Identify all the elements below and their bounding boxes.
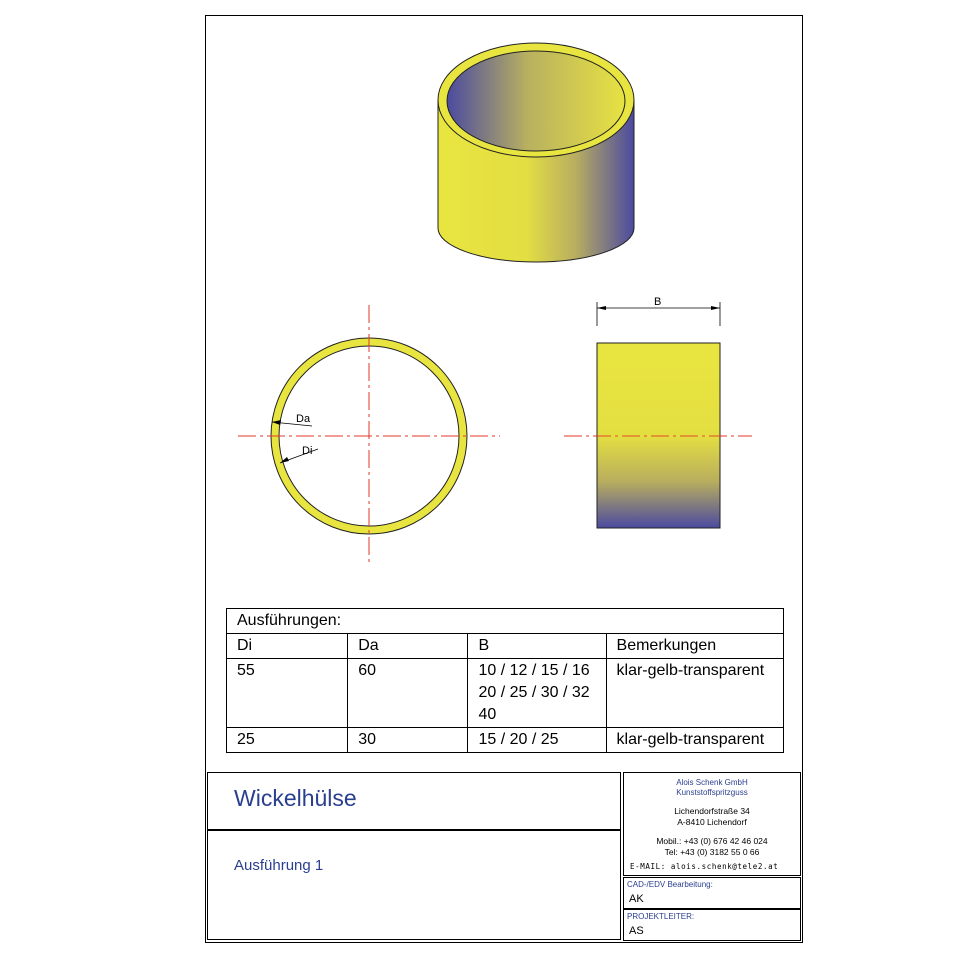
tube-inner-opening [447, 51, 625, 151]
variants-table [226, 608, 784, 753]
company-mobile: Mobil.: +43 (0) 676 42 46 024 [656, 836, 768, 846]
drawing-title: Wickelhülse [234, 785, 357, 811]
b-label: B [654, 296, 662, 308]
cad-value: AK [629, 893, 644, 905]
company-email: E-MAIL: alois.schenk@tele2.at [630, 862, 779, 871]
table-row [227, 728, 784, 753]
cell-b [468, 728, 606, 753]
header-b: B [468, 634, 606, 659]
project-lead-box [623, 909, 801, 941]
header-di: Di [227, 634, 348, 659]
company-info-box [623, 772, 801, 876]
variants-table-title: Ausführungen: [227, 609, 784, 634]
project-lead-value: AS [629, 925, 644, 937]
header-bemerkungen: Bemerkungen [606, 634, 783, 659]
cell-di: 55 [227, 659, 348, 728]
side-view [564, 296, 752, 528]
cell-di: 25 [227, 728, 348, 753]
cell-da: 60 [348, 659, 468, 728]
company-street: Lichendorfstraße 34 [674, 806, 750, 816]
project-lead-label: PROJEKTLEITER: [627, 912, 695, 921]
cell-b-line: 10 / 12 / 15 / 16 [478, 662, 590, 679]
cad-label: CAD-/EDV Bearbeitung: [627, 880, 713, 889]
company-subtitle: Kunststoffspritzguss [676, 788, 748, 797]
cell-note: klar-gelb-transparent [606, 728, 783, 753]
drawing-subtitle: Ausführung 1 [234, 857, 324, 874]
cell-da: 30 [348, 728, 468, 753]
title-block-title-box [207, 772, 621, 830]
cad-field-box [623, 877, 801, 909]
da-label: Da [296, 413, 311, 425]
front-view [238, 305, 500, 565]
company-name: Alois Schenk GmbH [676, 778, 748, 787]
title-block-subtitle-box [207, 830, 621, 940]
cell-b-line: 20 / 25 / 30 / 32 [478, 684, 590, 701]
table-header-row [227, 634, 784, 659]
cell-b [468, 659, 606, 728]
cell-b-line: 15 / 20 / 25 [478, 731, 559, 748]
isometric-view [438, 43, 634, 262]
table-row [227, 659, 784, 728]
header-da: Da [348, 634, 468, 659]
company-tel: Tel: +43 (0) 3182 55 0 66 [664, 847, 760, 857]
cell-b-line: 40 [478, 706, 497, 723]
company-city: A-8410 Lichendorf [677, 817, 747, 827]
di-label: Di [302, 445, 313, 457]
cell-note: klar-gelb-transparent [606, 659, 783, 728]
